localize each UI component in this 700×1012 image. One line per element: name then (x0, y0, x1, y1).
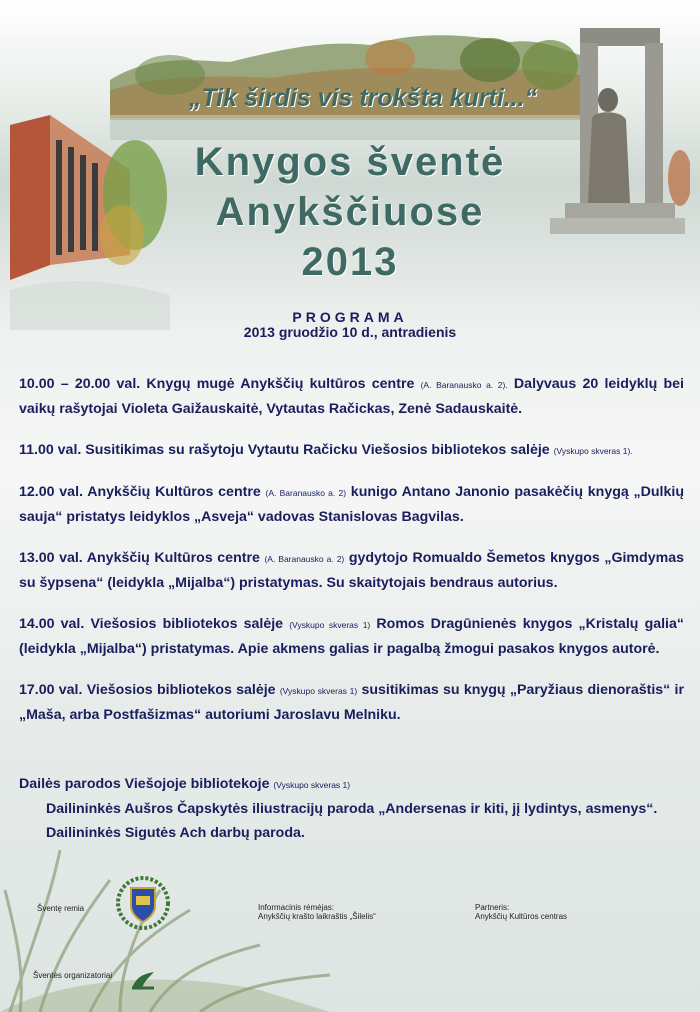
supports-label: Šventę remia (37, 904, 85, 913)
exhibitions-lead: Dailės parodos Viešojoje bibliotekoje (19, 776, 274, 792)
program-date: 2013 gruodžio 10 d., antradienis (243, 324, 457, 340)
event-details: Romos Dragūnienės knygos „Kristalų galia“ (leidykla „Mijalba“) pristatymas. Apie akmens galias ir pagalbą žmogui pasakos knygos autorė. (19, 616, 684, 657)
organizer-logo-icon (130, 968, 156, 990)
event-address: (Vyskupo skveras 1) (279, 686, 358, 696)
event-details: Dalyvaus 20 leidyklų bei vaikų rašytojai Violeta Gaižauskaitė, Vytautas Račickas, Zenė Sadauskaitė. (19, 376, 684, 417)
event-details: susitikimas su knygų „Paryžiaus dienoraštis“ ir „Maša, arba Postfašizmas“ autoriumi Jaroslavu Melniku. (19, 682, 684, 723)
festival-title-line-1: Knygos šventė (194, 140, 506, 184)
partner-name: Anykščių Kultūros centras (475, 912, 568, 921)
event-lead: 14.00 val. Viešosios bibliotekos salėje (19, 616, 290, 632)
event-details: gydytojo Romualdo Šemetos knygos „Gimdymas su šypsena“ (leidykla „Mijalba“) pristatymas. Su skaitytojais bendraus autorius. (19, 550, 684, 591)
autumn-hills-illustration (110, 20, 580, 140)
exhibition-item: Dailininkės Sigutės Ach darbų paroda. (46, 825, 305, 841)
event-address: (A. Baranausko a. 2) (264, 554, 345, 564)
partner-label: Partneris: (475, 903, 510, 912)
event-item (19, 438, 684, 463)
event-address: (Vyskupo skveras 1) (289, 620, 371, 630)
festival-title-line-2: Anykščiuose (215, 190, 485, 234)
municipality-crest-icon (116, 876, 170, 930)
event-address: (A. Baranausko a. 2). (420, 380, 508, 390)
exhibition-item: Dailininkės Aušros Čapskytės iliustracijų paroda „Andersenas ir kiti, jį lydintys, asmenys“. (46, 801, 658, 817)
festival-year: 2013 (301, 240, 399, 284)
event-list (19, 372, 684, 744)
program-heading: PROGRAMA (292, 309, 408, 325)
event-lead: 13.00 val. Anykščių Kultūros centre (19, 550, 265, 566)
info-sponsor-name: Anykščių krašto laikraštis „Šilelis“ (258, 912, 376, 921)
exhibitions-heading (19, 772, 679, 797)
event-item (19, 612, 684, 661)
event-item (19, 678, 684, 727)
event-address: (Vyskupo skveras 1). (553, 446, 633, 456)
organizers-label: Šventės organizatoriai (33, 971, 113, 980)
event-item (19, 546, 684, 595)
event-lead: 11.00 val. Susitikimas su rašytoju Vytautu Račicku Viešosios bibliotekos salėje (19, 442, 554, 458)
festival-tagline: „Tik širdis vis trokšta kurti...“ (188, 84, 538, 112)
event-address: (A. Baranausko a. 2) (265, 488, 347, 498)
event-item (19, 480, 684, 529)
event-lead: 17.00 val. Viešosios bibliotekos salėje (19, 682, 280, 698)
event-details: kunigo Antano Janonio pasakėčių knygą „Dulkių sauja“ pristatys leidyklos „Asveja“ vadovas Stanislovas Bagvilas. (19, 484, 685, 525)
exhibitions-address: (Vyskupo skveras 1) (273, 780, 351, 790)
event-lead: 12.00 val. Anykščių Kultūros centre (19, 484, 266, 500)
event-lead: 10.00 – 20.00 val. Knygų mugė Anykščių kultūros centre (19, 376, 421, 392)
info-sponsor-label: Informacinis rėmėjas: (258, 903, 335, 912)
event-item (19, 372, 684, 421)
